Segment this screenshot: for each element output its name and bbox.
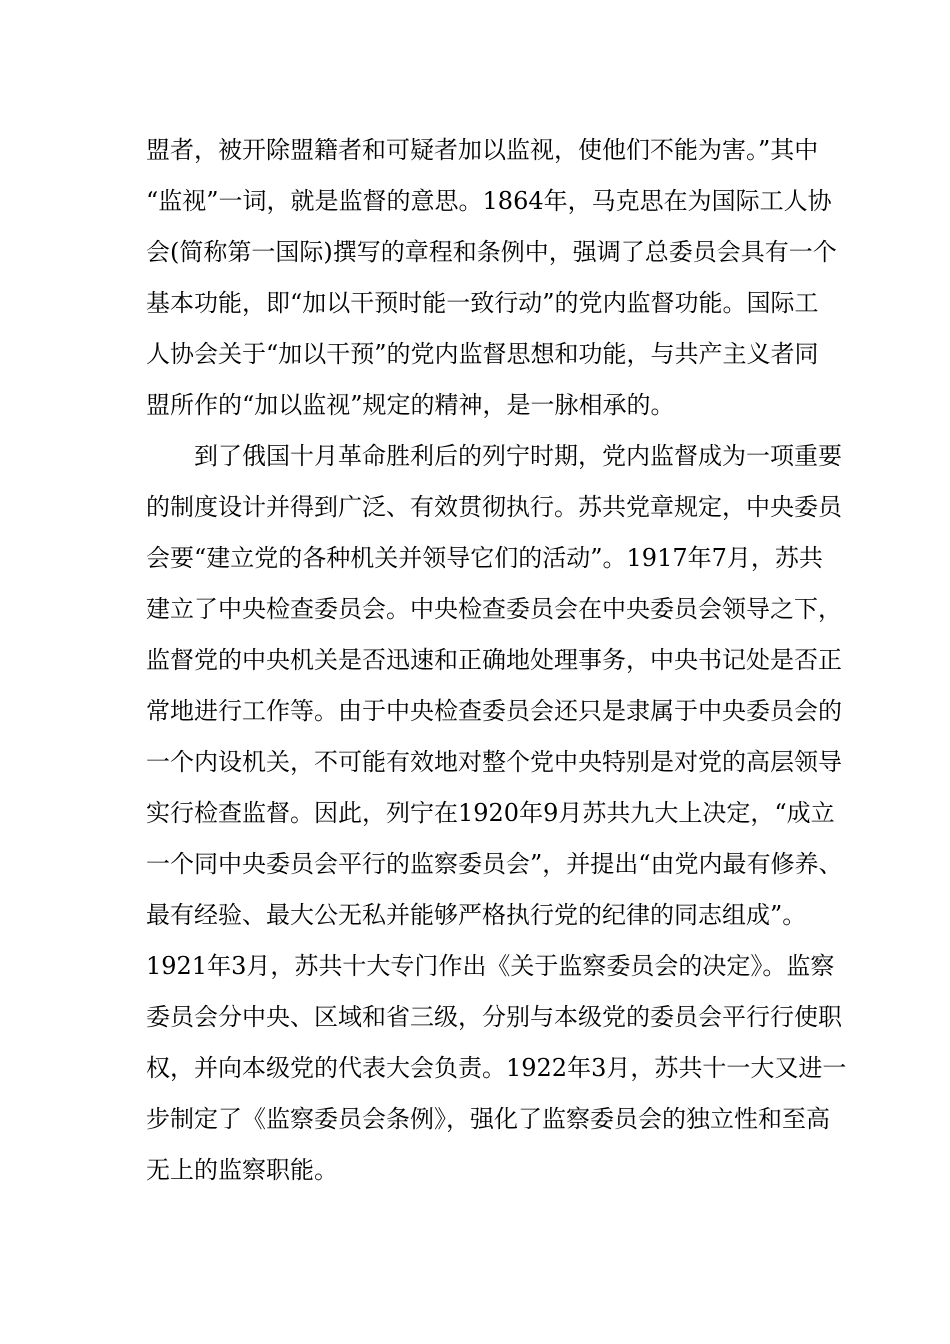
text-line: 1921年3月，苏共十大专门作出《关于监察委员会的决定》。监察 <box>146 952 835 980</box>
text-line: 盟者，被开除盟籍者和可疑者加以监视，使他们不能为害。”其中 <box>146 136 819 164</box>
text-line: “监视”一词，就是监督的意思。1864年，马克思在为国际工人协 <box>146 187 832 215</box>
text-line: 会(简称第一国际)撰写的章程和条例中，强调了总委员会具有一个 <box>146 238 837 266</box>
text-line: 的制度设计并得到广泛、有效贯彻执行。苏共党章规定，中央委员 <box>146 493 842 521</box>
text-line: 常地进行工作等。由于中央检查委员会还只是隶属于中央委员会的 <box>146 697 842 725</box>
text-line: 最有经验、最大公无私并能够严格执行党的纪律的同志组成”。 <box>146 901 807 929</box>
text-line: 人协会关于“加以干预”的党内监督思想和功能，与共产主义者同 <box>146 340 819 368</box>
text-line: 到了俄国十月革命胜利后的列宁时期，党内监督成为一项重要 <box>146 442 842 470</box>
text-line: 委员会分中央、区域和省三级，分别与本级党的委员会平行行使职 <box>146 1003 842 1031</box>
text-line: 步制定了《监察委员会条例》，强化了监察委员会的独立性和至高 <box>146 1105 830 1133</box>
text-line: 一个内设机关，不可能有效地对整个党中央特别是对党的高层领导 <box>146 748 842 776</box>
text-line: 权，并向本级党的代表大会负责。1922年3月，苏共十一大又进一 <box>146 1054 847 1082</box>
text-line: 建立了中央检查委员会。中央检查委员会在中央委员会领导之下， <box>146 595 842 623</box>
text-line: 无上的监察职能。 <box>146 1156 338 1184</box>
text-line: 盟所作的“加以监视”规定的精神，是一脉相承的。 <box>146 391 675 419</box>
text-line: 会要“建立党的各种机关并领导它们的活动”。1917年7月，苏共 <box>146 544 823 572</box>
text-line: 基本功能，即“加以干预时能一致行动”的党内监督功能。国际工 <box>146 289 819 317</box>
body-text <box>146 125 847 1196</box>
text-line: 一个同中央委员会平行的监察委员会”，并提出“由党内最有修养、 <box>146 850 843 878</box>
text-line: 监督党的中央机关是否迅速和正确地处理事务，中央书记处是否正 <box>146 646 842 674</box>
text-line: 实行检查监督。因此，列宁在1920年9月苏共九大上决定，“成立 <box>146 799 835 827</box>
